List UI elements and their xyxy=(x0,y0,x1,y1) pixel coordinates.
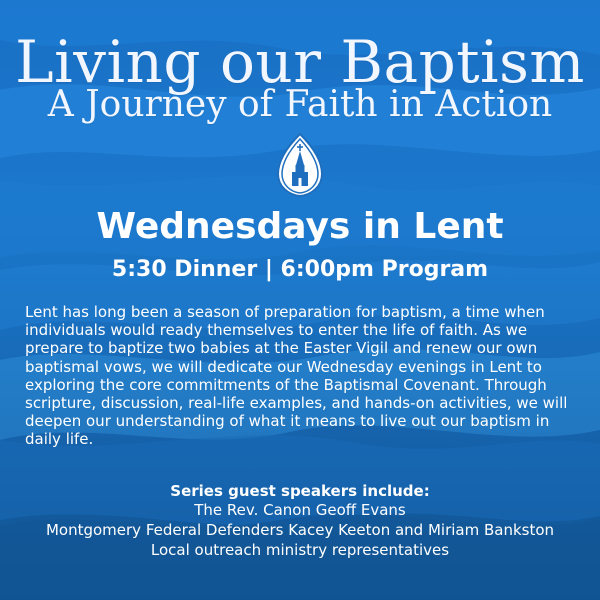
event-title: Living our Baptism xyxy=(15,28,585,96)
speaker-item: The Rev. Canon Geoff Evans xyxy=(194,501,406,519)
speakers-list xyxy=(0,500,600,560)
church-steeple-icon xyxy=(274,132,326,198)
schedule-times: 5:30 Dinner | 6:00pm Program xyxy=(111,257,489,282)
speakers-heading: Series guest speakers include: xyxy=(170,482,430,500)
speaker-item: Montgomery Federal Defenders Kacey Keeton and Miriam Bankston xyxy=(45,521,555,539)
schedule-heading: Wednesdays in Lent xyxy=(96,206,504,247)
event-description: Lent has long been a season of preparation for baptism, a time when individuals would ready themselves to enter the life of faith. As we prepare to baptize two babies at the Easter Vigil and renew our own baptismal vows, we will dedicate our Wednesday evenings in Lent to exploring the core commitments of the Baptismal Covenant. Through scripture, discussion, real-life examples, and hands-on activities, we will deepen our understanding of what it means to live out our baptism in daily life. xyxy=(25,303,568,449)
event-subtitle: A Journey of Faith in Action xyxy=(47,84,553,125)
speaker-item: Local outreach ministry representatives xyxy=(150,541,450,559)
